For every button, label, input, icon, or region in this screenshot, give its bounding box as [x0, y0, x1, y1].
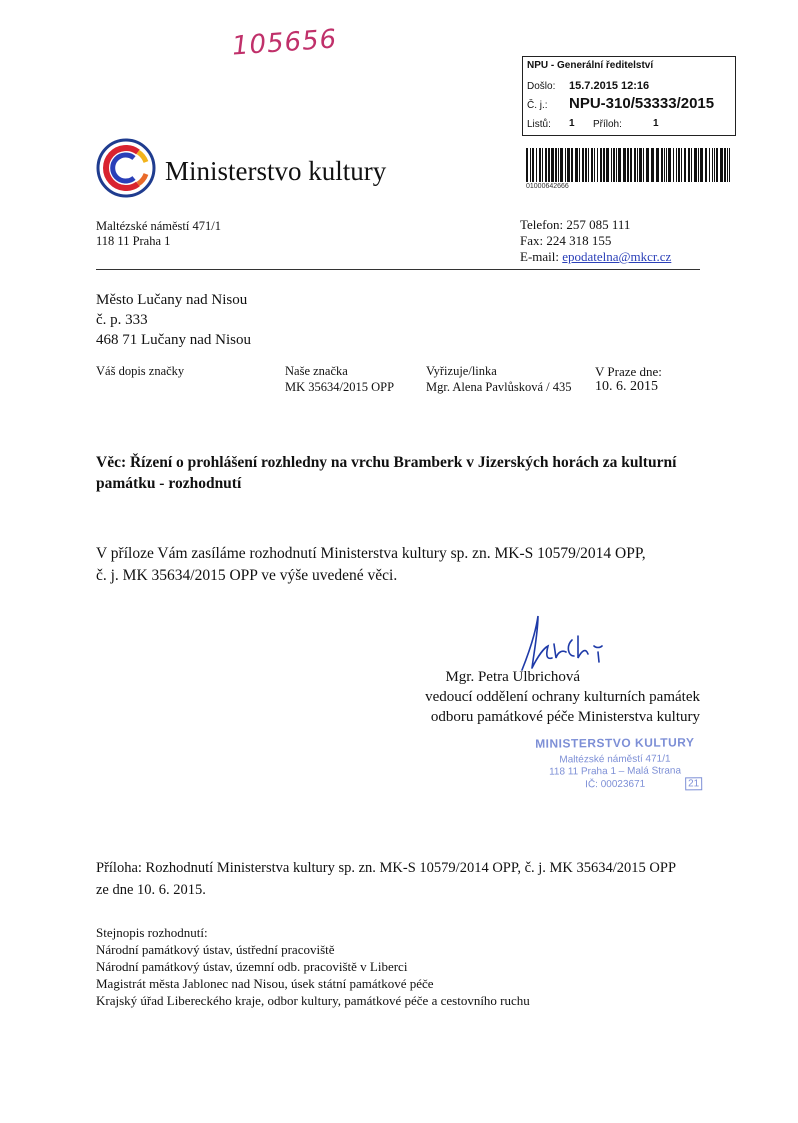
- barcode-bar: [536, 148, 537, 182]
- attachment-line2: ze dne 10. 6. 2015.: [96, 882, 206, 898]
- received-label: Došlo:: [527, 81, 556, 92]
- barcode-bar: [700, 148, 703, 182]
- barcode-bar: [676, 148, 677, 182]
- official-stamp-id-row: [520, 778, 710, 791]
- recipient-line3: 468 71 Lučany nad Nisou: [96, 332, 251, 348]
- barcode-bar: [729, 148, 730, 182]
- official-stamp: [520, 735, 710, 791]
- registry-office: NPU - Generální ředitelství: [527, 60, 654, 71]
- barcode-bar: [597, 148, 598, 182]
- barcode-bar: [616, 148, 617, 182]
- barcode-bar: [558, 148, 559, 182]
- signatory-name: Mgr. Petra Ulbrichová: [445, 669, 580, 685]
- date-value: 10. 6. 2015: [595, 379, 658, 394]
- copies-heading: Stejnopis rozhodnutí:: [96, 925, 208, 940]
- barcode-bar: [661, 148, 663, 182]
- phone: Telefon: 257 085 111: [520, 217, 631, 232]
- handled-by-value: Mgr. Alena Pavlůsková / 435: [426, 380, 572, 394]
- signature-block: [380, 667, 700, 727]
- attachments-value: 1: [653, 118, 659, 129]
- handled-by-label: Vyřizuje/linka: [426, 364, 497, 378]
- header-divider: [96, 269, 700, 270]
- barcode-bar: [643, 148, 644, 182]
- barcode-bar: [623, 148, 626, 182]
- barcode-bar: [539, 148, 541, 182]
- recipient-line2: č. p. 333: [96, 312, 148, 328]
- barcode-bar: [555, 148, 557, 182]
- barcode-bar: [565, 148, 566, 182]
- barcode-bar: [694, 148, 697, 182]
- barcode-bar: [705, 148, 707, 182]
- barcode-bar: [603, 148, 605, 182]
- recipient-address: [96, 290, 251, 350]
- attachments-label: Příloh:: [593, 119, 622, 130]
- sender-contacts: [520, 217, 671, 265]
- barcode-bar: [712, 148, 713, 182]
- subject-line2: památku - rozhodnutí: [96, 475, 242, 492]
- official-stamp-line1: Maltézské náměstí 471/1: [559, 753, 671, 766]
- barcode-bar: [646, 148, 649, 182]
- barcode-bar: [606, 148, 609, 182]
- registry-stamp: [522, 56, 736, 136]
- barcode-bar: [575, 148, 578, 182]
- barcode-bar: [560, 148, 563, 182]
- barcode-bar: [716, 148, 718, 182]
- barcode-bar: [585, 148, 587, 182]
- signatory-position-line2: odboru památkové péče Ministerstva kultury: [430, 709, 700, 725]
- copies-list: [96, 924, 706, 1009]
- body-paragraph: [96, 543, 702, 587]
- ref-value: NPU-310/53333/2015: [569, 95, 715, 112]
- list-item: Národní památkový ústav, ústřední pracoviště: [96, 942, 335, 957]
- barcode-bar: [548, 148, 550, 182]
- barcode-bar: [594, 148, 595, 182]
- barcode-bar: [639, 148, 642, 182]
- barcode-bar: [698, 148, 699, 182]
- barcode-bar: [684, 148, 686, 182]
- list-item: Magistrát města Jablonec nad Nisou, úsek státní památkové péče: [96, 976, 434, 991]
- body-line2: č. j. MK 35634/2015 OPP ve výše uvedené věci.: [96, 567, 398, 584]
- official-stamp-ico: IČ: 00023671: [585, 778, 646, 791]
- sender-address: [96, 219, 221, 249]
- barcode-bar: [651, 148, 654, 182]
- barcode-bar: [668, 148, 671, 182]
- email-label: E-mail:: [520, 249, 563, 264]
- barcode-bar: [579, 148, 580, 182]
- barcode-bar: [637, 148, 638, 182]
- our-ref-label: Naše značka: [285, 364, 348, 378]
- recipient-line1: Město Lučany nad Nisou: [96, 292, 248, 308]
- official-stamp-title: MINISTERSTVO KULTURY: [535, 735, 695, 751]
- subject: [96, 452, 716, 494]
- barcode-bar: [634, 148, 636, 182]
- email-link[interactable]: epodatelna@mkcr.cz: [562, 249, 672, 264]
- barcode-bar: [611, 148, 612, 182]
- attachment-line1: Příloha: Rozhodnutí Ministerstva kultury sp. zn. MK-S 10579/2014 OPP, č. j. MK 35634/2015 OPP: [96, 860, 677, 876]
- official-stamp-number: 21: [685, 777, 702, 790]
- fax: Fax: 224 318 155: [520, 233, 612, 248]
- received-value: 15.7.2015 12:16: [569, 80, 650, 92]
- barcode-bar: [673, 148, 674, 182]
- registry-barcode: [526, 148, 734, 182]
- barcode-bar: [582, 148, 584, 182]
- barcode-bar: [627, 148, 629, 182]
- barcode-bar: [727, 148, 728, 182]
- barcode-bar: [681, 148, 682, 182]
- barcode-bar: [630, 148, 632, 182]
- barcode-bar: [688, 148, 690, 182]
- barcode-bar: [588, 148, 589, 182]
- barcode-bar: [526, 148, 528, 182]
- barcode-bar: [551, 148, 554, 182]
- attachment-note: [96, 857, 702, 901]
- list-item: Národní památkový ústav, územní odb. pracoviště v Liberci: [96, 959, 408, 974]
- barcode-bar: [709, 148, 710, 182]
- barcode-bar: [567, 148, 570, 182]
- barcode-bar: [532, 148, 534, 182]
- signature-icon: [508, 612, 618, 674]
- barcode-bar: [656, 148, 659, 182]
- email-line: [520, 249, 671, 265]
- date-label: V Praze dne:: [595, 364, 662, 379]
- body-line1: V příloze Vám zasíláme rozhodnutí Ministerstva kultury sp. zn. MK-S 10579/2014 OPP,: [96, 545, 646, 562]
- barcode-bar: [530, 148, 531, 182]
- barcode-bar: [678, 148, 680, 182]
- sheets-label: Listů:: [527, 119, 551, 130]
- barcode-bar: [724, 148, 726, 182]
- subject-line1: Věc: Řízení o prohlášení rozhledny na vrchu Bramberk v Jizerských horách za kulturní: [96, 454, 677, 471]
- barcode-bar: [591, 148, 593, 182]
- barcode-bar: [545, 148, 547, 182]
- sender-address-line2: 118 11 Praha 1: [96, 234, 171, 248]
- your-ref-label: Váš dopis značky: [96, 364, 185, 378]
- barcode-number: 01000642666: [526, 183, 569, 190]
- sheets-value: 1: [569, 118, 575, 129]
- barcode-bar: [691, 148, 692, 182]
- barcode-bar: [618, 148, 621, 182]
- official-stamp-line2: 118 11 Praha 1 – Malá Strana: [549, 765, 682, 778]
- ref-label: Č. j.:: [527, 100, 548, 111]
- signatory-position-line1: vedoucí oddělení ochrany kulturních památek: [425, 689, 700, 705]
- barcode-bar: [720, 148, 723, 182]
- sender-address-line1: Maltézské náměstí 471/1: [96, 219, 221, 233]
- barcode-bar: [542, 148, 543, 182]
- ministry-logo-icon: [94, 138, 158, 198]
- our-ref-value: MK 35634/2015 OPP: [285, 380, 395, 394]
- barcode-bar: [600, 148, 602, 182]
- handwritten-number: 105656: [231, 24, 339, 62]
- barcode-bar: [714, 148, 715, 182]
- ministry-name: Ministerstvo kultury: [165, 156, 387, 186]
- barcode-bar: [613, 148, 615, 182]
- list-item: Krajský úřad Libereckého kraje, odbor kultury, památkové péče a cestovního ruchu: [96, 993, 530, 1008]
- barcode-bar: [664, 148, 665, 182]
- barcode-bar: [571, 148, 573, 182]
- barcode-bar: [666, 148, 667, 182]
